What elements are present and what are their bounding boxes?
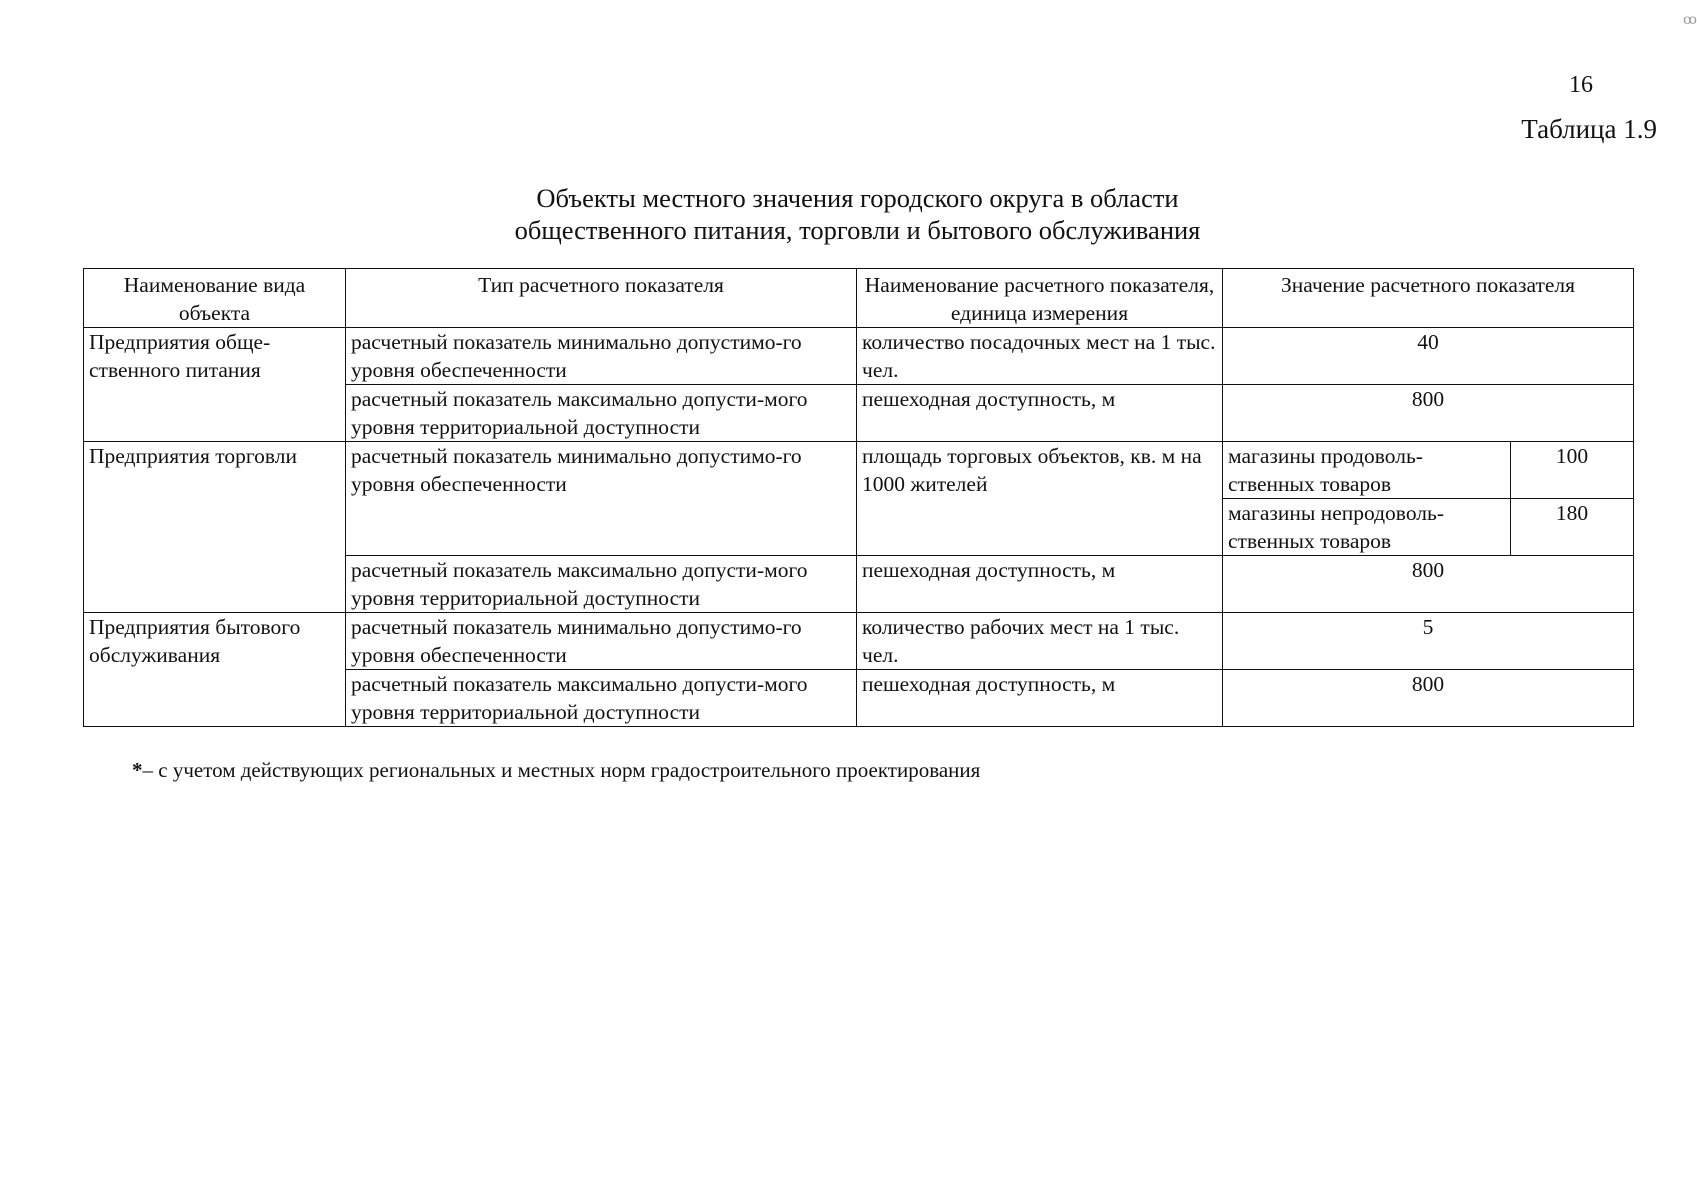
- table-label: Таблица 1.9: [1521, 114, 1657, 144]
- indicator-type-cell: расчетный показатель максимально допусти-мого уровня территориальной доступности: [346, 670, 857, 727]
- subcategory-value-cell: 180: [1511, 499, 1634, 556]
- header-indicator-value: Значение расчетного показателя: [1223, 269, 1634, 328]
- indicator-value-cell: 800: [1223, 385, 1634, 442]
- page-number: 16: [1569, 72, 1593, 98]
- indicator-value-cell: 800: [1223, 670, 1634, 727]
- table-row: [84, 613, 1634, 670]
- indicator-value-cell: 800: [1223, 556, 1634, 613]
- object-name-cell: Предприятия торговли: [84, 442, 346, 613]
- table-row: [84, 328, 1634, 385]
- indicator-type-cell: расчетный показатель минимально допустимо-го уровня обеспеченности: [346, 613, 857, 670]
- scan-corner-mark: ꝏ: [1683, 13, 1697, 28]
- indicator-name-cell: количество посадочных мест на 1 тыс. чел.: [857, 328, 1223, 385]
- indicator-name-cell: пешеходная доступность, м: [857, 385, 1223, 442]
- document-title: [0, 182, 1697, 246]
- footnote-marker: *: [132, 758, 143, 782]
- subcategory-value-cell: 100: [1511, 442, 1634, 499]
- subcategory-label-cell: магазины непродоволь-ственных товаров: [1223, 499, 1511, 556]
- document-title-line-2: общественного питания, торговли и бытового обслуживания: [514, 215, 1201, 245]
- indicator-name-cell: количество рабочих мест на 1 тыс. чел.: [857, 613, 1223, 670]
- indicator-type-cell: расчетный показатель минимально допустимо-го уровня обеспеченности: [346, 442, 857, 556]
- footnote-text: – с учетом действующих региональных и местных норм градостроительного проектирования: [142, 758, 981, 782]
- table-row: [84, 442, 1634, 499]
- footnote: [132, 758, 980, 783]
- indicator-name-cell: пешеходная доступность, м: [857, 556, 1223, 613]
- header-object-name: Наименование вида объекта: [84, 269, 346, 328]
- document-title-line-1: Объекты местного значения городского округа в области: [536, 183, 1179, 213]
- indicator-name-cell: площадь торговых объектов, кв. м на 1000 жителей: [857, 442, 1223, 556]
- indicator-value-cell: 40: [1223, 328, 1634, 385]
- norms-table: [83, 268, 1634, 727]
- header-indicator-type: Тип расчетного показателя: [346, 269, 857, 328]
- indicator-type-cell: расчетный показатель максимально допусти-мого уровня территориальной доступности: [346, 556, 857, 613]
- indicator-name-cell: пешеходная доступность, м: [857, 670, 1223, 727]
- object-name-cell: Предприятия обще-ственного питания: [84, 328, 346, 442]
- indicator-value-cell: 5: [1223, 613, 1634, 670]
- object-name-cell: Предприятия бытового обслуживания: [84, 613, 346, 727]
- header-indicator-name: Наименование расчетного показателя, единица измерения: [857, 269, 1223, 328]
- table-header-row: [84, 269, 1634, 328]
- indicator-type-cell: расчетный показатель минимально допустимо-го уровня обеспеченности: [346, 328, 857, 385]
- subcategory-label-cell: магазины продоволь-ственных товаров: [1223, 442, 1511, 499]
- indicator-type-cell: расчетный показатель максимально допусти-мого уровня территориальной доступности: [346, 385, 857, 442]
